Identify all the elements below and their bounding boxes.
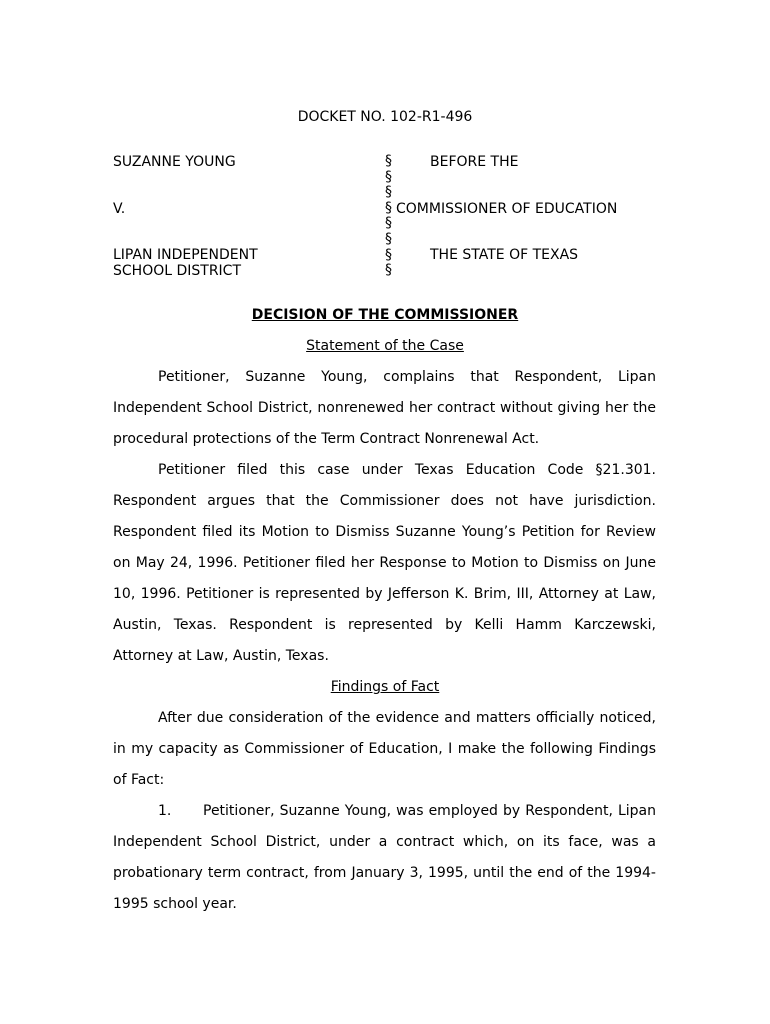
docket-number: DOCKET NO. 102-R1-496 (297, 109, 473, 125)
paragraph-line: Petitioner filed this case under Texas Education Code §21.301. (158, 462, 656, 478)
before-the-label: BEFORE THE (430, 154, 519, 170)
paragraph-line: Independent School District, under a contract which, on its face, was a (113, 834, 656, 850)
section-symbol: § (385, 262, 392, 279)
paragraph-line: Respondent argues that the Commissioner does not have jurisdiction. (113, 493, 656, 509)
section-symbol: § (385, 215, 392, 232)
paragraph-line: Attorney at Law, Austin, Texas. (113, 648, 329, 664)
section-symbol: § (385, 168, 392, 185)
paragraph-line: Respondent filed its Motion to Dismiss Suzanne Young’s Petition for Review (113, 524, 656, 540)
versus-label: V. (113, 201, 126, 217)
section-symbol: § (385, 184, 392, 201)
paragraph-line: 10, 1996. Petitioner is represented by Jefferson K. Brim, III, Attorney at Law, (113, 586, 656, 602)
decision-title: DECISION OF THE COMMISSIONER (251, 307, 519, 323)
respondent-name-line1: LIPAN INDEPENDENT (113, 247, 258, 263)
petitioner-name: SUZANNE YOUNG (113, 154, 236, 170)
section-symbol: § (385, 153, 392, 169)
statement-heading: Statement of the Case (306, 338, 464, 354)
paragraph-line: 1995 school year. (113, 896, 237, 912)
findings-heading: Findings of Fact (330, 679, 440, 695)
paragraph-line: probationary term contract, from January 3, 1995, until the end of the 1994- (113, 865, 656, 881)
paragraph-line: in my capacity as Commissioner of Education, I make the following Findings (113, 741, 656, 757)
section-symbol: § (385, 246, 392, 263)
paragraph-line: on May 24, 1996. Petitioner filed her Response to Motion to Dismiss on June (113, 555, 656, 571)
section-symbol: § (385, 230, 392, 247)
section-symbol: § (385, 199, 392, 216)
paragraph-line: Austin, Texas. Respondent is represented by Kelli Hamm Karczewski, (113, 617, 656, 633)
state-label: THE STATE OF TEXAS (430, 247, 579, 263)
paragraph-line: Petitioner, Suzanne Young, complains that Respondent, Lipan (158, 369, 656, 385)
paragraph-line: Independent School District, nonrenewed her contract without giving her the (113, 400, 656, 416)
section-symbol-column (385, 154, 392, 279)
paragraph-line: After due consideration of the evidence and matters officially noticed, (158, 710, 656, 726)
paragraph-line: Petitioner, Suzanne Young, was employed by Respondent, Lipan (203, 803, 656, 819)
respondent-name-line2: SCHOOL DISTRICT (113, 263, 242, 279)
case-caption (113, 154, 653, 282)
commissioner-label: COMMISSIONER OF EDUCATION (396, 201, 618, 217)
finding-number: 1. (158, 803, 172, 819)
paragraph-line: of Fact: (113, 772, 165, 788)
paragraph-line: procedural protections of the Term Contract Nonrenewal Act. (113, 431, 540, 447)
